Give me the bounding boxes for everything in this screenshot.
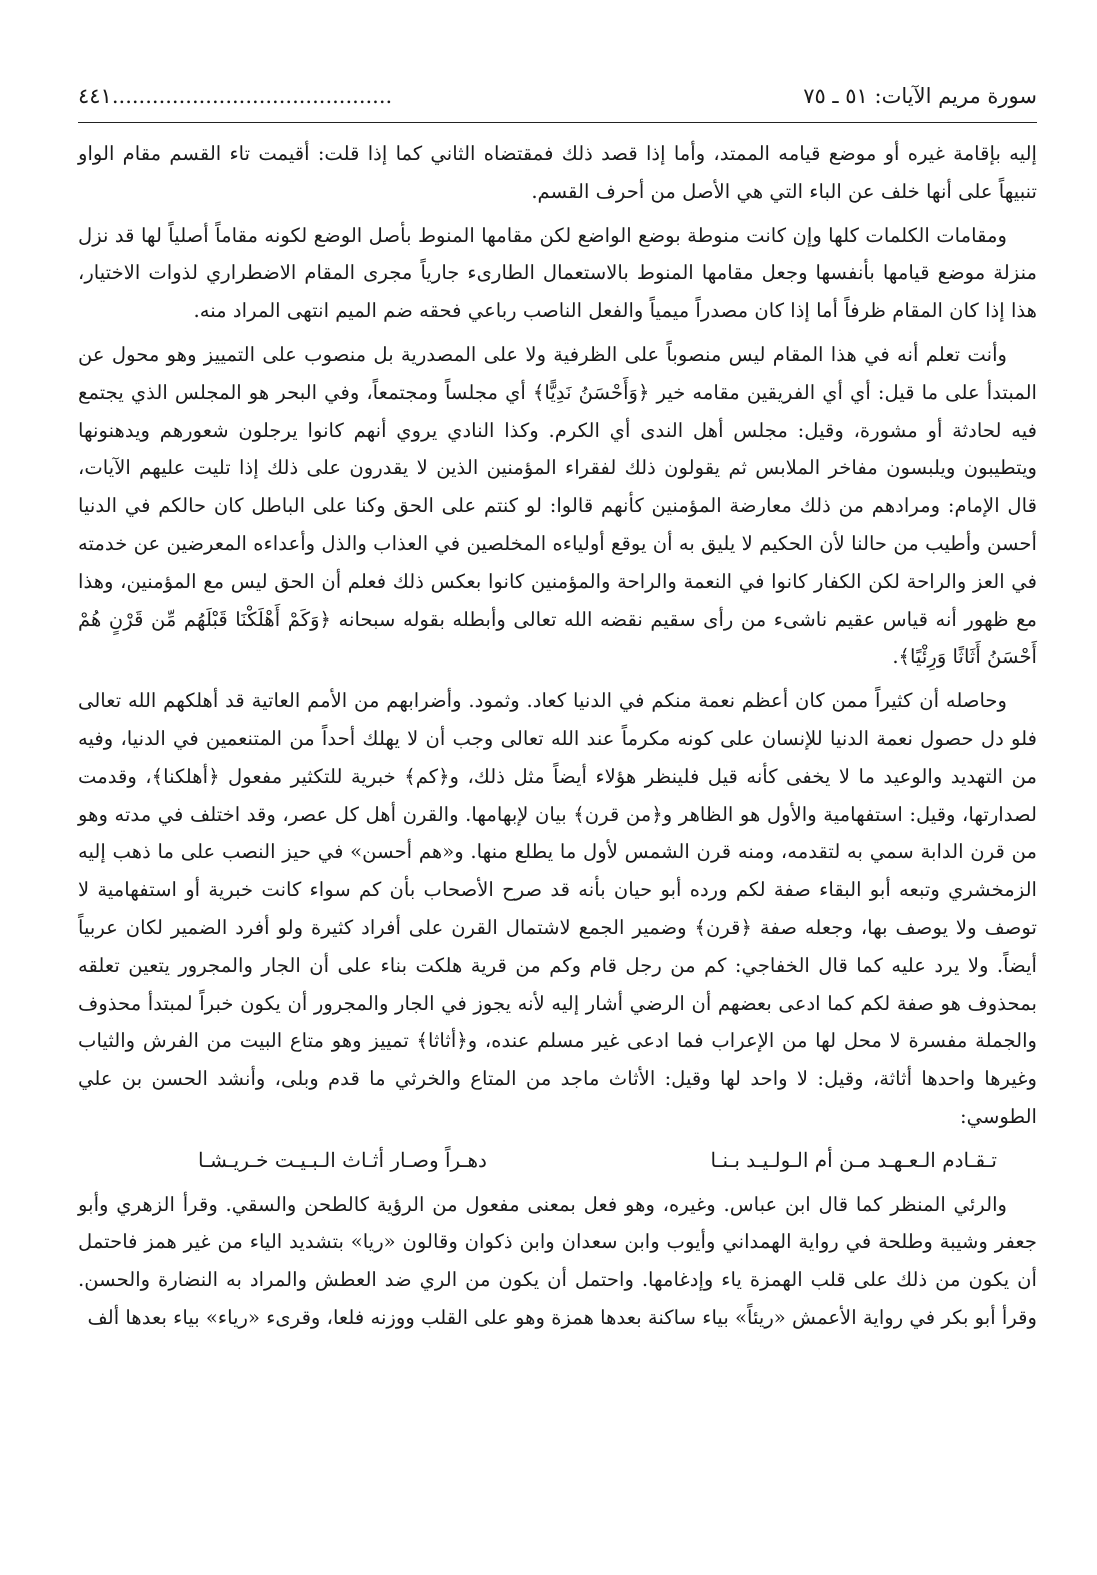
page-header — [78, 84, 1037, 123]
running-title: سورة مريم الآيات: ٥١ ـ ٧٥ — [803, 84, 1037, 108]
verse-second-hemistich: دهـراً وصـار أثـاث الـبـيـت خـريـشـا — [198, 1147, 487, 1172]
paragraph: وأنت تعلم أنه في هذا المقام ليس منصوباً على الظرفية ولا على المصدرية بل منصوب على التمييز وهو محول عن المبتدأ على ما قيل: أي أي الفريقين مقامه خير ﴿وَأَحْسَنُ نَدِيًّا﴾ أي مجلساً ومجتمعاً، وفي البحر هو المجلس الذي يجتمع فيه لحادثة أو مشورة، وقيل: مجلس أهل الندى أي الكرم. وكذا النادي يروي أنهم كانوا يرجلون شعورهم ويدهنونها ويتطيبون ويلبسون مفاخر الملابس ثم يقولون ذلك لفقراء المؤمنين الذين لا يقدرون على ذلك إذا تليت عليهم الآيات، قال الإمام: ومرادهم من ذلك معارضة المؤمنين كأنهم قالوا: لو كنتم على الحق وكنا على الباطل كان حالكم في الدنيا أحسن وأطيب من حالنا لأن الحكيم لا يليق به أن يوقع أولياءه المخلصين في العذاب والذل وأعداءه المعرضين عن خدمته في العز والراحة لكن الكفار كانوا في النعمة والراحة والمؤمنين كانوا بعكس ذلك فعلم أن الحق ليس مع المؤمنين، وهذا مع ظهور أنه قياس عقيم ناشىء من رأى سقيم نقضه الله تعالى وأبطله بقوله سبحانه ﴿وَكَمْ أَهْلَكْنَا قَبْلَهُم مِّن قَرْنٍ هُمْ أَحْسَنُ أَثَاثًا وَرِئْيًا﴾. — [78, 342, 1038, 669]
paragraph: ومقامات الكلمات كلها وإن كانت منوطة بوضع الواضع لكن مقامها المنوط بأصل الوضع لكونه مقاماً أصلياً لها قد نزل منزلة موضع قيامها بأنفسها وجعل مقامها المنوط بالاستعمال الطارىء جارياً مجرى المقام الاضطراري لذوات الاختيار، هذا إذا كان المقام ظرفاً أما إذا كان مصدراً ميمياً والفعل الناصب رباعي فحقه ضم الميم انتهى المراد منه. — [78, 223, 1037, 323]
poetry-verse — [198, 1142, 997, 1180]
page-number: ..........................................٤٤١ — [78, 84, 393, 108]
verse-first-hemistich: تـقـادم الـعـهـد مـن أم الـولـيـد بـنـا — [710, 1147, 997, 1172]
page-body — [78, 135, 1037, 1337]
paragraph: والرئي المنظر كما قال ابن عباس. وغيره، وهو فعل بمعنى مفعول من الرؤية كالطحن والسقي. وقرأ الزهري وأبو جعفر وشيبة وطلحة في رواية الهمداني وأيوب وابن سعدان وابن ذكوان وقالون «ريا» بتشديد الياء من غير همز فاحتمل أن يكون من ذلك على قلب الهمزة ياء وإدغامها. واحتمل أن يكون من الري ضد العطش والمراد به النضارة والحسن. وقرأ أبو بكر في رواية الأعمش «ريئاً» بياء ساكنة بعدها همزة وهو على القلب ووزنه فلعا، وقرىء «رياء» بياء بعدها ألف — [78, 1192, 1037, 1329]
paragraph: إليه بإقامة غيره أو موضع قيامه الممتد، وأما إذا قصد ذلك فمقتضاه الثاني كما إذا قلت: أقيمت تاء القسم مقام الواو تنبيهاً على أنها خلف عن الباء التي هي الأصل من أحرف القسم. — [78, 142, 1037, 203]
paragraph: وحاصله أن كثيراً ممن كان أعظم نعمة منكم في الدنيا كعاد. وثمود. وأضرابهم من الأمم العاتية قد أهلكهم الله تعالى فلو دل حصول نعمة الدنيا للإنسان على كونه مكرماً عند الله تعالى وجب أن لا يهلك أحداً من المتنعمين في الدنيا، وفيه من التهديد والوعيد ما لا يخفى كأنه قيل فلينظر هؤلاء أيضاً مثل ذلك، و﴿كم﴾ خبرية للتكثير مفعول ﴿أهلكنا﴾، وقدمت لصدارتها، وقيل: استفهامية والأول هو الظاهر و﴿من قرن﴾ بيان لإبهامها. والقرن أهل كل عصر، وقد اختلف في مدته وهو من قرن الدابة سمي به لتقدمه، ومنه قرن الشمس لأول ما يطلع منها. و«هم أحسن» في حيز النصب على ما ذهب إليه الزمخشري وتبعه أبو البقاء صفة لكم ورده أبو حيان بأنه قد صرح الأصحاب بأن كم سواء كانت خبرية أو استفهامية لا توصف ولا يوصف بها، وجعله صفة ﴿قرن﴾ وضمير الجمع لاشتمال القرن على أفراد كثيرة ولو أفرد الضمير لكان عربياً أيضاً. ولا يرد عليه كما قال الخفاجي: كم من رجل قام وكم من قرية هلكت بناء على أن الجار والمجرور يتعين تعلقه بمحذوف هو صفة لكم كما ادعى بعضهم أن الرضي أشار إليه لأنه يجوز في الجار والمجرور أن يكون خبراً لمبتدأ محذوف والجملة مفسرة لا محل لها من الإعراب فما ادعى غير مسلم عنده، و﴿أثاثا﴾ تمييز وهو متاع البيت من الفرش والثياب وغيرها واحدها أثاثة، وقيل: لا واحد لها وقيل: الأثاث ماجد من المتاع والخرثي ما قدم وبلى، وأنشد الحسن بن علي الطوسي: — [78, 689, 1037, 1128]
